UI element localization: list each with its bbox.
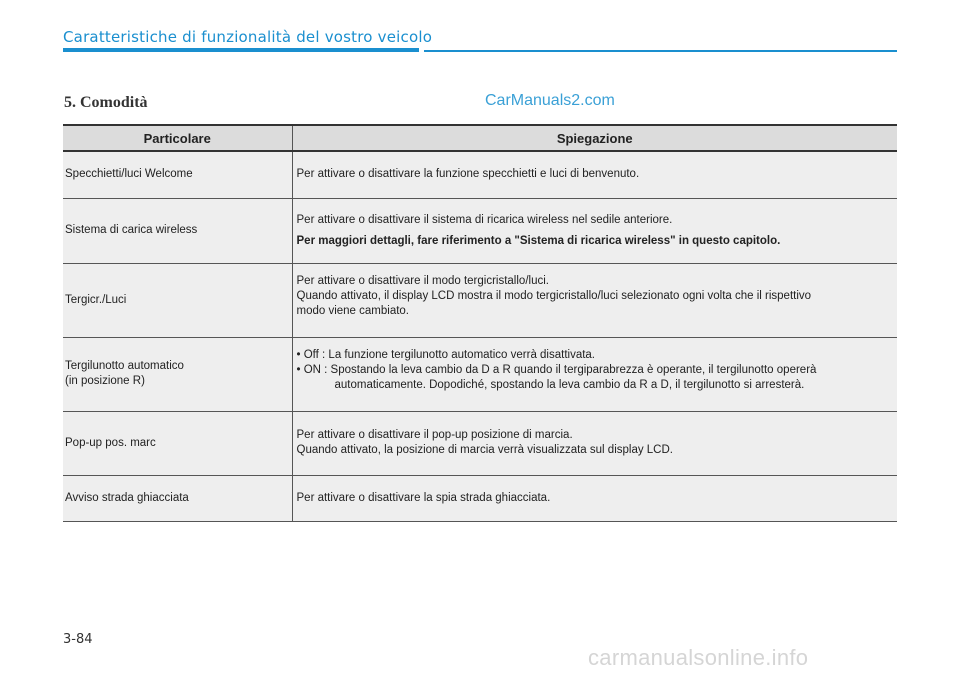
table-row <box>63 411 897 475</box>
row-description: Per attivare o disattivare il sistema di ricarica wireless nel sedile anteriore. Per maggiori dettagli, fare riferimento a "Sistema di ricarica wireless" in questo capitolo. <box>292 198 897 263</box>
row-item-label: Specchietti/luci Welcome <box>63 151 292 198</box>
page-number: 3-84 <box>63 632 93 647</box>
header-rule <box>424 50 897 52</box>
bullet-on: • ON : Spostando la leva cambio da D a R quando il tergiparabrezza è operante, il tergilunotto opererà automaticamente. Dopodiché, spostando la leva cambio da R a D, il tergilunotto si arresterà. <box>296 363 817 391</box>
table-header-row <box>63 125 897 151</box>
row-item-label: Tergicr./Luci <box>63 263 292 337</box>
header-accent-bar <box>63 48 419 52</box>
row-description: Per attivare o disattivare il pop-up posizione di marcia. Quando attivato, la posizione di marcia verrà visualizzata sul display LCD. <box>292 411 897 475</box>
table-row <box>63 337 897 411</box>
row-item-label: Sistema di carica wireless <box>63 198 292 263</box>
settings-table <box>63 124 897 522</box>
table-row <box>63 263 897 337</box>
table-row <box>63 475 897 521</box>
watermark-bottom[interactable]: carmanualsonline.info <box>588 645 809 670</box>
row-item-label: Tergilunotto automatico (in posizione R) <box>63 337 292 411</box>
watermark-top[interactable]: CarManuals2.com <box>485 92 615 109</box>
row-item-label: Pop-up pos. marc <box>63 411 292 475</box>
row-description: Per attivare o disattivare il modo tergicristallo/luci. Quando attivato, il display LCD mostra il modo tergicristallo/luci selezionato ogni volta che il rispettivo modo viene cambiato. <box>292 263 897 337</box>
bullet-off: • Off : La funzione tergilunotto automatico verrà disattivata. <box>296 348 596 361</box>
row-description <box>292 337 897 411</box>
table-row <box>63 151 897 198</box>
row-description: Per attivare o disattivare la spia strada ghiacciata. <box>292 475 897 521</box>
row-item-label: Avviso strada ghiacciata <box>63 475 292 521</box>
section-title: 5. Comodità <box>64 94 148 111</box>
row-description: Per attivare o disattivare la funzione specchietti e luci di benvenuto. <box>292 151 897 198</box>
column-header-item: Particolare <box>63 125 292 151</box>
chapter-title: Caratteristiche di funzionalità del vostro veicolo <box>63 28 433 46</box>
table-row <box>63 198 897 263</box>
column-header-explanation: Spiegazione <box>292 125 897 151</box>
